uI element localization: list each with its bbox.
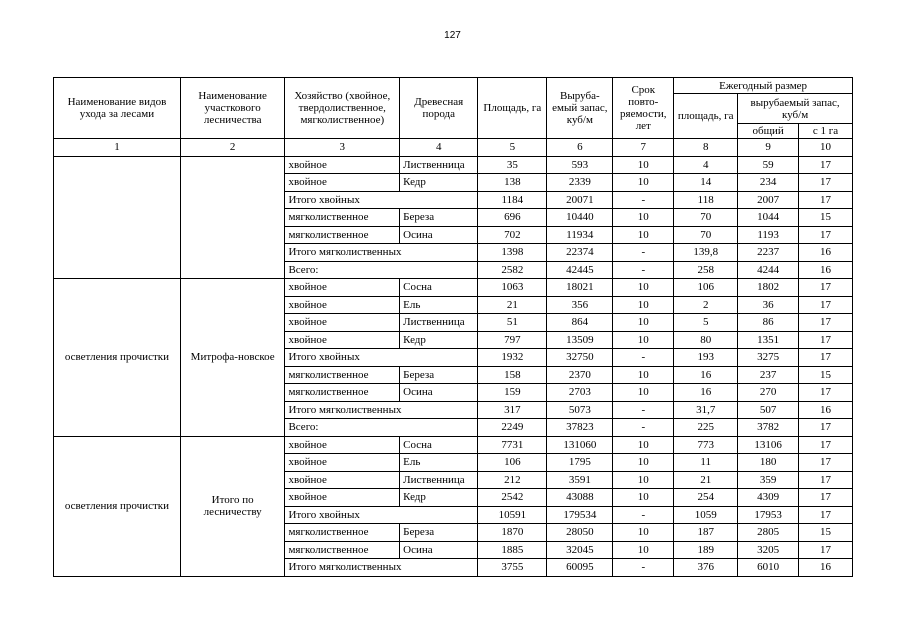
period-cell: - — [613, 506, 674, 524]
column-number: 3 — [285, 139, 400, 157]
annual-area-cell: 254 — [674, 489, 738, 507]
annual-area-cell: 193 — [674, 349, 738, 367]
per-ha-cell: 16 — [799, 244, 853, 262]
annual-area-cell: 258 — [674, 261, 738, 279]
period-cell: 10 — [613, 366, 674, 384]
period-cell: 10 — [613, 174, 674, 192]
area-cell: 7731 — [478, 436, 547, 454]
header-annual-total: общий — [738, 124, 799, 139]
per-ha-cell: 15 — [799, 209, 853, 227]
annual-total-cell: 36 — [738, 296, 799, 314]
economy-cell: хвойное — [285, 436, 400, 454]
stock-cell: 32750 — [547, 349, 613, 367]
column-number: 5 — [478, 139, 547, 157]
per-ha-cell: 16 — [799, 261, 853, 279]
area-cell: 2542 — [478, 489, 547, 507]
stock-cell: 37823 — [547, 419, 613, 437]
per-ha-cell: 17 — [799, 296, 853, 314]
annual-area-cell: 106 — [674, 279, 738, 297]
period-cell: 10 — [613, 279, 674, 297]
area-cell: 696 — [478, 209, 547, 227]
annual-total-cell: 2805 — [738, 524, 799, 542]
annual-area-cell: 118 — [674, 191, 738, 209]
period-cell: - — [613, 559, 674, 577]
species-cell: Ель — [400, 296, 478, 314]
annual-area-cell: 11 — [674, 454, 738, 472]
period-cell: 10 — [613, 436, 674, 454]
annual-total-cell: 1044 — [738, 209, 799, 227]
area-cell: 35 — [478, 156, 547, 174]
annual-area-cell: 139,8 — [674, 244, 738, 262]
period-cell: 10 — [613, 296, 674, 314]
species-cell: Сосна — [400, 436, 478, 454]
column-number: 4 — [400, 139, 478, 157]
forest-care-table — [53, 77, 853, 577]
area-cell: 317 — [478, 401, 547, 419]
stock-cell: 5073 — [547, 401, 613, 419]
period-cell: 10 — [613, 454, 674, 472]
annual-area-cell: 2 — [674, 296, 738, 314]
annual-area-cell: 31,7 — [674, 401, 738, 419]
stock-cell: 60095 — [547, 559, 613, 577]
area-cell: 702 — [478, 226, 547, 244]
per-ha-cell: 17 — [799, 331, 853, 349]
period-cell: 10 — [613, 524, 674, 542]
header-stock: Выруба-емый запас, куб/м — [547, 78, 613, 139]
period-cell: - — [613, 419, 674, 437]
total-label-cell: Всего: — [285, 419, 478, 437]
per-ha-cell: 17 — [799, 279, 853, 297]
stock-cell: 2703 — [547, 384, 613, 402]
period-cell: - — [613, 261, 674, 279]
per-ha-cell: 17 — [799, 541, 853, 559]
column-numbers-row — [54, 139, 853, 157]
per-ha-cell: 17 — [799, 156, 853, 174]
species-cell: Осина — [400, 384, 478, 402]
annual-area-cell: 14 — [674, 174, 738, 192]
economy-cell: хвойное — [285, 174, 400, 192]
economy-cell: хвойное — [285, 314, 400, 332]
annual-total-cell: 270 — [738, 384, 799, 402]
stock-cell: 1795 — [547, 454, 613, 472]
annual-area-cell: 773 — [674, 436, 738, 454]
stock-cell: 20071 — [547, 191, 613, 209]
economy-cell: мягколиственное — [285, 226, 400, 244]
period-cell: - — [613, 349, 674, 367]
stock-cell: 43088 — [547, 489, 613, 507]
table-row — [54, 279, 853, 297]
area-cell: 106 — [478, 454, 547, 472]
annual-total-cell: 234 — [738, 174, 799, 192]
period-cell: - — [613, 244, 674, 262]
total-label-cell: Итого мягколиственных — [285, 244, 478, 262]
annual-total-cell: 359 — [738, 471, 799, 489]
stock-cell: 179534 — [547, 506, 613, 524]
stock-cell: 32045 — [547, 541, 613, 559]
area-cell: 1932 — [478, 349, 547, 367]
species-cell: Лиственница — [400, 471, 478, 489]
annual-area-cell: 189 — [674, 541, 738, 559]
annual-area-cell: 80 — [674, 331, 738, 349]
species-cell: Кедр — [400, 489, 478, 507]
stock-cell: 2339 — [547, 174, 613, 192]
annual-area-cell: 225 — [674, 419, 738, 437]
header-annual-stock: вырубаемый запас, куб/м — [738, 94, 853, 124]
annual-total-cell: 6010 — [738, 559, 799, 577]
per-ha-cell: 16 — [799, 401, 853, 419]
total-label-cell: Всего: — [285, 261, 478, 279]
period-cell: 10 — [613, 541, 674, 559]
stock-cell: 131060 — [547, 436, 613, 454]
species-cell: Береза — [400, 366, 478, 384]
annual-area-cell: 1059 — [674, 506, 738, 524]
per-ha-cell: 17 — [799, 454, 853, 472]
table-row — [54, 436, 853, 454]
area-cell: 51 — [478, 314, 547, 332]
annual-total-cell: 17953 — [738, 506, 799, 524]
per-ha-cell: 17 — [799, 436, 853, 454]
column-number: 10 — [799, 139, 853, 157]
species-cell: Ель — [400, 454, 478, 472]
annual-area-cell: 70 — [674, 209, 738, 227]
annual-area-cell: 70 — [674, 226, 738, 244]
area-cell: 159 — [478, 384, 547, 402]
stock-cell: 13509 — [547, 331, 613, 349]
annual-total-cell: 3275 — [738, 349, 799, 367]
annual-total-cell: 1193 — [738, 226, 799, 244]
annual-total-cell: 180 — [738, 454, 799, 472]
economy-cell: мягколиственное — [285, 541, 400, 559]
annual-area-cell: 4 — [674, 156, 738, 174]
species-cell: Кедр — [400, 174, 478, 192]
per-ha-cell: 17 — [799, 419, 853, 437]
total-label-cell: Итого хвойных — [285, 349, 478, 367]
per-ha-cell: 17 — [799, 349, 853, 367]
per-ha-cell: 17 — [799, 191, 853, 209]
care-type-cell — [54, 156, 181, 279]
annual-area-cell: 5 — [674, 314, 738, 332]
annual-total-cell: 59 — [738, 156, 799, 174]
species-cell: Береза — [400, 209, 478, 227]
species-cell: Осина — [400, 541, 478, 559]
period-cell: 10 — [613, 314, 674, 332]
total-label-cell: Итого хвойных — [285, 506, 478, 524]
economy-cell: хвойное — [285, 471, 400, 489]
stock-cell: 18021 — [547, 279, 613, 297]
period-cell: 10 — [613, 471, 674, 489]
annual-total-cell: 3782 — [738, 419, 799, 437]
economy-cell: мягколиственное — [285, 209, 400, 227]
header-species: Древесная порода — [400, 78, 478, 139]
forestry-cell: Итого по лесничеству — [180, 436, 285, 576]
header-per-ha: с 1 га — [799, 124, 853, 139]
area-cell: 21 — [478, 296, 547, 314]
annual-area-cell: 21 — [674, 471, 738, 489]
annual-total-cell: 4244 — [738, 261, 799, 279]
table-row — [54, 156, 853, 174]
stock-cell: 42445 — [547, 261, 613, 279]
area-cell: 2249 — [478, 419, 547, 437]
period-cell: 10 — [613, 489, 674, 507]
per-ha-cell: 17 — [799, 174, 853, 192]
area-cell: 158 — [478, 366, 547, 384]
column-number: 7 — [613, 139, 674, 157]
stock-cell: 11934 — [547, 226, 613, 244]
area-cell: 797 — [478, 331, 547, 349]
header-area: Площадь, га — [478, 78, 547, 139]
stock-cell: 10440 — [547, 209, 613, 227]
per-ha-cell: 17 — [799, 506, 853, 524]
stock-cell: 3591 — [547, 471, 613, 489]
stock-cell: 2370 — [547, 366, 613, 384]
annual-total-cell: 237 — [738, 366, 799, 384]
period-cell: 10 — [613, 226, 674, 244]
area-cell: 1885 — [478, 541, 547, 559]
annual-area-cell: 16 — [674, 366, 738, 384]
header-period: Срок повто-ряемости, лет — [613, 78, 674, 139]
area-cell: 10591 — [478, 506, 547, 524]
per-ha-cell: 17 — [799, 489, 853, 507]
species-cell: Береза — [400, 524, 478, 542]
care-type-cell: осветления прочистки — [54, 436, 181, 576]
column-number: 6 — [547, 139, 613, 157]
area-cell: 2582 — [478, 261, 547, 279]
annual-total-cell: 2237 — [738, 244, 799, 262]
economy-cell: хвойное — [285, 454, 400, 472]
annual-total-cell: 1351 — [738, 331, 799, 349]
header-care-type: Наименование видов ухода за лесами — [54, 78, 181, 139]
annual-total-cell: 2007 — [738, 191, 799, 209]
economy-cell: хвойное — [285, 296, 400, 314]
annual-area-cell: 187 — [674, 524, 738, 542]
per-ha-cell: 17 — [799, 314, 853, 332]
total-label-cell: Итого мягколиственных — [285, 559, 478, 577]
care-type-cell: осветления прочистки — [54, 279, 181, 437]
per-ha-cell: 15 — [799, 524, 853, 542]
column-number: 8 — [674, 139, 738, 157]
species-cell: Кедр — [400, 331, 478, 349]
header-economy: Хозяйство (хвойное, твердолиственное, мягколиственное) — [285, 78, 400, 139]
area-cell: 1870 — [478, 524, 547, 542]
period-cell: - — [613, 401, 674, 419]
area-cell: 3755 — [478, 559, 547, 577]
page-number: 127 — [444, 30, 461, 41]
period-cell: 10 — [613, 331, 674, 349]
annual-area-cell: 376 — [674, 559, 738, 577]
stock-cell: 28050 — [547, 524, 613, 542]
economy-cell: хвойное — [285, 279, 400, 297]
column-number: 9 — [738, 139, 799, 157]
annual-total-cell: 4309 — [738, 489, 799, 507]
annual-total-cell: 13106 — [738, 436, 799, 454]
species-cell: Лиственница — [400, 156, 478, 174]
annual-total-cell: 3205 — [738, 541, 799, 559]
per-ha-cell: 17 — [799, 471, 853, 489]
species-cell: Осина — [400, 226, 478, 244]
annual-total-cell: 1802 — [738, 279, 799, 297]
area-cell: 1184 — [478, 191, 547, 209]
per-ha-cell: 17 — [799, 226, 853, 244]
area-cell: 1398 — [478, 244, 547, 262]
species-cell: Лиственница — [400, 314, 478, 332]
column-number: 2 — [180, 139, 285, 157]
stock-cell: 593 — [547, 156, 613, 174]
period-cell: 10 — [613, 209, 674, 227]
economy-cell: хвойное — [285, 331, 400, 349]
area-cell: 1063 — [478, 279, 547, 297]
economy-cell: мягколиственное — [285, 524, 400, 542]
per-ha-cell: 16 — [799, 559, 853, 577]
forestry-cell — [180, 156, 285, 279]
stock-cell: 864 — [547, 314, 613, 332]
annual-total-cell: 507 — [738, 401, 799, 419]
forestry-cell: Митрофа-новское — [180, 279, 285, 437]
period-cell: 10 — [613, 156, 674, 174]
header-annual-area: площадь, га — [674, 94, 738, 139]
per-ha-cell: 17 — [799, 384, 853, 402]
economy-cell: мягколиственное — [285, 366, 400, 384]
period-cell: - — [613, 191, 674, 209]
annual-area-cell: 16 — [674, 384, 738, 402]
total-label-cell: Итого хвойных — [285, 191, 478, 209]
period-cell: 10 — [613, 384, 674, 402]
annual-total-cell: 86 — [738, 314, 799, 332]
economy-cell: хвойное — [285, 489, 400, 507]
area-cell: 212 — [478, 471, 547, 489]
species-cell: Сосна — [400, 279, 478, 297]
total-label-cell: Итого мягколиственных — [285, 401, 478, 419]
header-forestry: Наименование участкового лесничества — [180, 78, 285, 139]
column-number: 1 — [54, 139, 181, 157]
per-ha-cell: 15 — [799, 366, 853, 384]
header-annual-size: Ежегодный размер — [674, 78, 853, 94]
economy-cell: мягколиственное — [285, 384, 400, 402]
economy-cell: хвойное — [285, 156, 400, 174]
stock-cell: 22374 — [547, 244, 613, 262]
stock-cell: 356 — [547, 296, 613, 314]
area-cell: 138 — [478, 174, 547, 192]
